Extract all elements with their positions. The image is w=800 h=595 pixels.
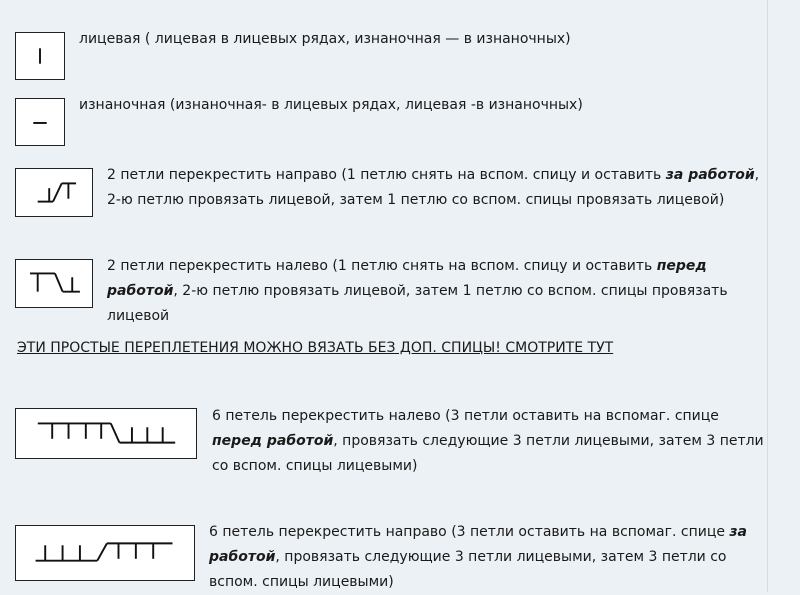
entry-2-text: изнаночная (изнаночная- в лицевых рядах, лицевая -в изнаночных) [79,97,583,113]
entry-5-text: 6 петель перекрестить налево (3 петли оставить на вспомаг. спице перед работой, провязать следующие 3 петли лицевыми, затем 3 петли со вспом. спицы лицевыми) [212,408,764,474]
cross-right-6-symbol [15,525,195,581]
cross-left-2-symbol [15,259,93,308]
entry-6-text: 6 петель перекрестить направо (3 петли оставить на вспомаг. спице за работой, провязать следующие 3 петли лицевыми, затем 3 петли со вспом. спицы лицевыми) [209,524,748,590]
entry-1-text: лицевая ( лицевая в лицевых рядах, изнаночная — в изнаночных) [79,31,571,47]
simple-cables-link[interactable]: ЭТИ ПРОСТЫЕ ПЕРЕПЛЕТЕНИЯ МОЖНО ВЯЗАТЬ БЕЗ ДОП. СПИЦЫ! СМОТРИТЕ ТУТ [17,340,614,356]
purl-stitch-symbol [15,98,65,146]
entry-3-text: 2 петли перекрестить направо (1 петлю снять на вспом. спицу и оставить за работой, 2-ю петлю провязать лицевой, затем 1 петлю со вспом. спицы провязать лицевой) [107,167,760,208]
knit-stitch-symbol [15,32,65,80]
entry-4-text: 2 петли перекрестить налево (1 петлю снять на вспом. спицу и оставить перед работой, 2-ю петлю провязать лицевой, затем 1 петлю со вспом. спицы провязать лицевой [107,258,728,324]
cross-right-2-symbol [15,168,93,217]
page-edge [767,0,768,592]
cross-left-6-symbol [15,408,197,459]
